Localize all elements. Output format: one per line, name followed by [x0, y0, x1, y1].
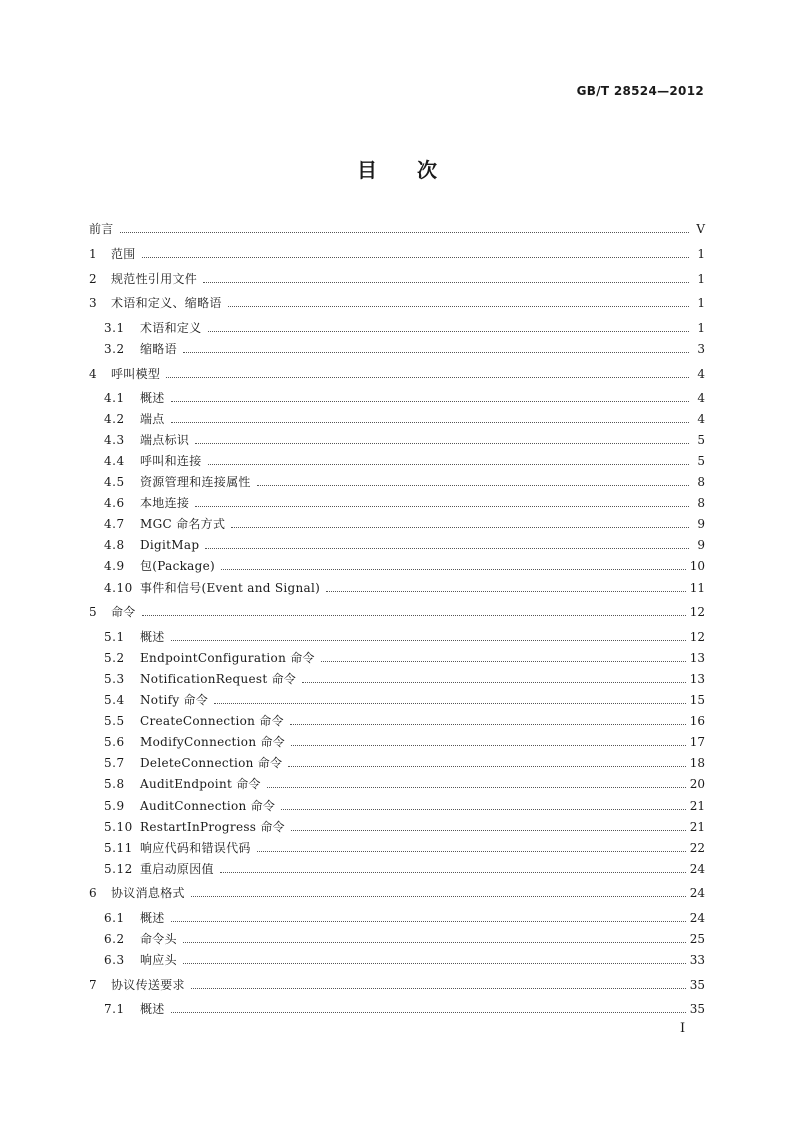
toc-entry[interactable]	[89, 539, 705, 552]
toc-entry[interactable]	[89, 954, 705, 967]
toc-entry-page: 35	[689, 978, 705, 992]
toc-entry-title: 资源管理和连接属性	[140, 475, 251, 489]
toc-leader-dots	[257, 850, 686, 852]
toc-entry-title: 端点标识	[140, 433, 190, 447]
page-number: I	[680, 1021, 686, 1036]
toc-entry-title: ModifyConnection 命令	[140, 735, 286, 749]
toc-leader-dots	[214, 702, 686, 704]
toc-entry-number: 4.2	[104, 412, 125, 426]
toc-entry-title: MGC 命名方式	[140, 517, 226, 531]
toc-entry[interactable]	[89, 273, 705, 286]
toc-entry-title: 概述	[140, 911, 165, 925]
toc-entry-number: 2	[89, 272, 98, 286]
toc-entry-number: 6.3	[104, 953, 125, 967]
toc-title: 目次	[357, 158, 477, 182]
toc-leader-dots	[257, 484, 689, 486]
toc-entry-page: 18	[689, 756, 705, 770]
toc-entry-title: 端点	[140, 412, 165, 426]
toc-entry-number: 5.12	[104, 862, 133, 876]
toc-entry-title: DigitMap	[140, 538, 200, 552]
toc-entry-page: 5	[697, 454, 705, 468]
toc-leader-dots	[171, 400, 689, 402]
toc-entry-page: 25	[689, 932, 705, 946]
toc-entry-number: 4.7	[104, 517, 125, 531]
toc-entry-page: 17	[689, 735, 705, 749]
toc-entry-page: 21	[689, 820, 705, 834]
toc-entry-title: 事件和信号(Event and Signal)	[140, 581, 321, 595]
toc-entry[interactable]	[89, 322, 705, 335]
toc-entry-title: 命令头	[140, 932, 177, 946]
toc-leader-dots	[228, 305, 689, 307]
toc-entry-number: 3.1	[104, 321, 125, 335]
toc-leader-dots	[195, 442, 689, 444]
toc-entry[interactable]	[89, 248, 705, 261]
toc-entry-title: CreateConnection 命令	[140, 714, 284, 728]
toc-entry-title: 命令	[111, 605, 136, 619]
toc-entry-title: 响应代码和错误代码	[140, 841, 251, 855]
toc-entry-number: 5.2	[104, 651, 125, 665]
toc-leader-dots	[288, 765, 685, 767]
toc-entry-page: 5	[697, 433, 705, 447]
toc-leader-dots	[208, 330, 689, 332]
toc-entry-number: 5.5	[104, 714, 125, 728]
toc-leader-dots	[267, 786, 686, 788]
toc-entry-number: 7.1	[104, 1002, 125, 1016]
toc-entry-page: 11	[689, 581, 705, 595]
toc-entry-number: 4.8	[104, 538, 125, 552]
toc-entry-number: 6.1	[104, 911, 125, 925]
toc-entry-page: 3	[697, 342, 705, 356]
toc-entry-title: 呼叫模型	[111, 367, 161, 381]
toc-entry-title: 响应头	[140, 953, 177, 967]
toc-entry-number: 5.6	[104, 735, 125, 749]
toc-entry-page: 22	[689, 841, 705, 855]
toc-entry[interactable]	[89, 736, 705, 749]
toc-entry[interactable]	[89, 606, 705, 619]
toc-entry-page: 24	[689, 862, 705, 876]
toc-entry-title: 缩略语	[140, 342, 177, 356]
toc-leader-dots	[171, 421, 689, 423]
toc-entry-page: 24	[689, 911, 705, 925]
toc-entry-number: 4.5	[104, 475, 125, 489]
toc-entry-page: 13	[689, 672, 705, 686]
toc-entry-page: 9	[697, 538, 705, 552]
toc-entry[interactable]	[89, 673, 705, 686]
toc-entry-number: 5.8	[104, 777, 125, 791]
toc-entry-title: AuditEndpoint 命令	[140, 777, 261, 791]
toc-leader-dots	[281, 808, 685, 810]
toc-entry[interactable]	[89, 343, 705, 356]
toc-entry-page: 13	[689, 651, 705, 665]
toc-entry-page: 12	[689, 630, 705, 644]
toc-entry[interactable]	[89, 582, 705, 595]
toc-entry-number: 4	[89, 367, 98, 381]
toc-entry-page: 21	[689, 799, 705, 813]
toc-entry-title: 协议消息格式	[111, 886, 185, 900]
toc-entry[interactable]	[89, 434, 705, 447]
toc-entry-title: 规范性引用文件	[111, 272, 198, 286]
toc-entry[interactable]	[89, 392, 705, 405]
toc-entry-title: NotificationRequest 命令	[140, 672, 297, 686]
toc-entry[interactable]	[89, 778, 705, 791]
toc-entry-page: 1	[697, 247, 705, 261]
toc-entry[interactable]	[89, 887, 705, 900]
toc-entry-number: 6.2	[104, 932, 125, 946]
standard-code: GB/T 28524—2012	[576, 84, 704, 98]
toc-entry-page: 24	[689, 886, 705, 900]
toc-entry[interactable]	[89, 518, 705, 531]
toc-entry[interactable]	[89, 223, 705, 236]
toc-entry[interactable]	[89, 694, 705, 707]
toc-leader-dots	[191, 987, 686, 989]
toc-entry-page: 10	[689, 559, 705, 573]
toc-entry-title: 呼叫和连接	[140, 454, 202, 468]
toc-entry-page: 8	[697, 475, 705, 489]
toc-leader-dots	[220, 871, 686, 873]
toc-leader-dots	[171, 639, 686, 641]
toc-leader-dots	[231, 526, 689, 528]
toc-entry-title: 概述	[140, 630, 165, 644]
toc-leader-dots	[183, 962, 686, 964]
toc-leader-dots	[205, 547, 689, 549]
toc-entry[interactable]	[89, 842, 705, 855]
toc-entry-page: 16	[689, 714, 705, 728]
toc-entry[interactable]	[89, 652, 705, 665]
toc-entry[interactable]	[89, 821, 705, 834]
toc-entry-page: 20	[689, 777, 705, 791]
toc-leader-dots	[142, 256, 689, 258]
toc-entry-number: 4.4	[104, 454, 125, 468]
toc-entry-page: 4	[697, 391, 705, 405]
toc-entry-page: 4	[697, 367, 705, 381]
toc-entry-page: 1	[697, 272, 705, 286]
toc-leader-dots	[183, 351, 689, 353]
toc-entry-page: 12	[689, 605, 705, 619]
toc-leader-dots	[183, 941, 686, 943]
toc-leader-dots	[142, 614, 686, 616]
toc-entry-title: 术语和定义、缩略语	[111, 296, 222, 310]
toc-entry[interactable]	[89, 800, 705, 813]
toc-entry-title: 术语和定义	[140, 321, 202, 335]
toc-entry-page: V	[696, 222, 705, 236]
toc-entry-title: 概述	[140, 391, 165, 405]
toc-entry-title: RestartInProgress 命令	[140, 820, 285, 834]
toc-entry[interactable]	[89, 631, 705, 644]
toc-entry-number: 4.6	[104, 496, 125, 510]
toc-leader-dots	[208, 463, 689, 465]
toc-entry[interactable]	[89, 757, 705, 770]
toc-leader-dots	[326, 590, 686, 592]
toc-entry-number: 5.3	[104, 672, 125, 686]
toc-entry-title: 范围	[111, 247, 136, 261]
toc-entry-title: 协议传送要求	[111, 978, 185, 992]
toc-entry-number: 6	[89, 886, 98, 900]
toc-entry-page: 35	[689, 1002, 705, 1016]
toc-entry-title: 概述	[140, 1002, 165, 1016]
toc-entry[interactable]	[89, 297, 705, 310]
toc-leader-dots	[195, 505, 689, 507]
toc-entry-number: 5.7	[104, 756, 125, 770]
toc-entry-title: 重启动原因值	[140, 862, 214, 876]
toc-entry[interactable]	[89, 455, 705, 468]
toc-leader-dots	[291, 829, 686, 831]
toc-entry-number: 7	[89, 978, 98, 992]
toc-entry[interactable]	[89, 1003, 705, 1016]
toc-entry-number: 3	[89, 296, 98, 310]
toc-entry-title: EndpointConfiguration 命令	[140, 651, 315, 665]
toc-entry-number: 5.9	[104, 799, 125, 813]
toc-entry-number: 4.1	[104, 391, 125, 405]
toc-leader-dots	[166, 376, 689, 378]
toc-entry[interactable]	[89, 863, 705, 876]
toc-entry-number: 4.10	[104, 581, 133, 595]
toc-entry[interactable]	[89, 560, 705, 573]
toc-entry[interactable]	[89, 715, 705, 728]
toc-entry-title: 前言	[89, 222, 114, 236]
toc-entry-title: AuditConnection 命令	[140, 799, 276, 813]
toc-entry[interactable]	[89, 476, 705, 489]
toc-entry-number: 4.9	[104, 559, 125, 573]
toc-entry-number: 4.3	[104, 433, 125, 447]
toc-entry[interactable]	[89, 413, 705, 426]
toc-leader-dots	[291, 744, 686, 746]
toc-leader-dots	[171, 1011, 686, 1013]
toc-entry-page: 9	[697, 517, 705, 531]
toc-leader-dots	[191, 895, 686, 897]
toc-entry-page: 1	[697, 321, 705, 335]
toc-entry-page: 8	[697, 496, 705, 510]
toc-leader-dots	[221, 568, 686, 570]
toc-entry-title: 包(Package)	[140, 559, 215, 573]
toc-entry-number: 5.1	[104, 630, 125, 644]
toc-entry-number: 5.10	[104, 820, 133, 834]
toc-entry-title: 本地连接	[140, 496, 190, 510]
toc-entry-title: DeleteConnection 命令	[140, 756, 283, 770]
toc-entry[interactable]	[89, 912, 705, 925]
toc-entry-page: 1	[697, 296, 705, 310]
toc-entry-page: 4	[697, 412, 705, 426]
toc-leader-dots	[171, 920, 686, 922]
toc-entry-page: 15	[689, 693, 705, 707]
toc-entry-number: 5.11	[104, 841, 133, 855]
toc-leader-dots	[321, 660, 686, 662]
toc-leader-dots	[120, 231, 689, 233]
toc-entry[interactable]	[89, 979, 705, 992]
toc-entry-number: 1	[89, 247, 98, 261]
toc-leader-dots	[290, 723, 686, 725]
toc-entry-page: 33	[689, 953, 705, 967]
toc-entry[interactable]	[89, 368, 705, 381]
toc-entry-number: 3.2	[104, 342, 125, 356]
toc-entry-number: 5.4	[104, 693, 125, 707]
toc-entry[interactable]	[89, 497, 705, 510]
toc-entry[interactable]	[89, 933, 705, 946]
toc-leader-dots	[302, 681, 686, 683]
toc-entry-title: Notify 命令	[140, 693, 209, 707]
toc-leader-dots	[203, 281, 689, 283]
toc-entry-number: 5	[89, 605, 98, 619]
